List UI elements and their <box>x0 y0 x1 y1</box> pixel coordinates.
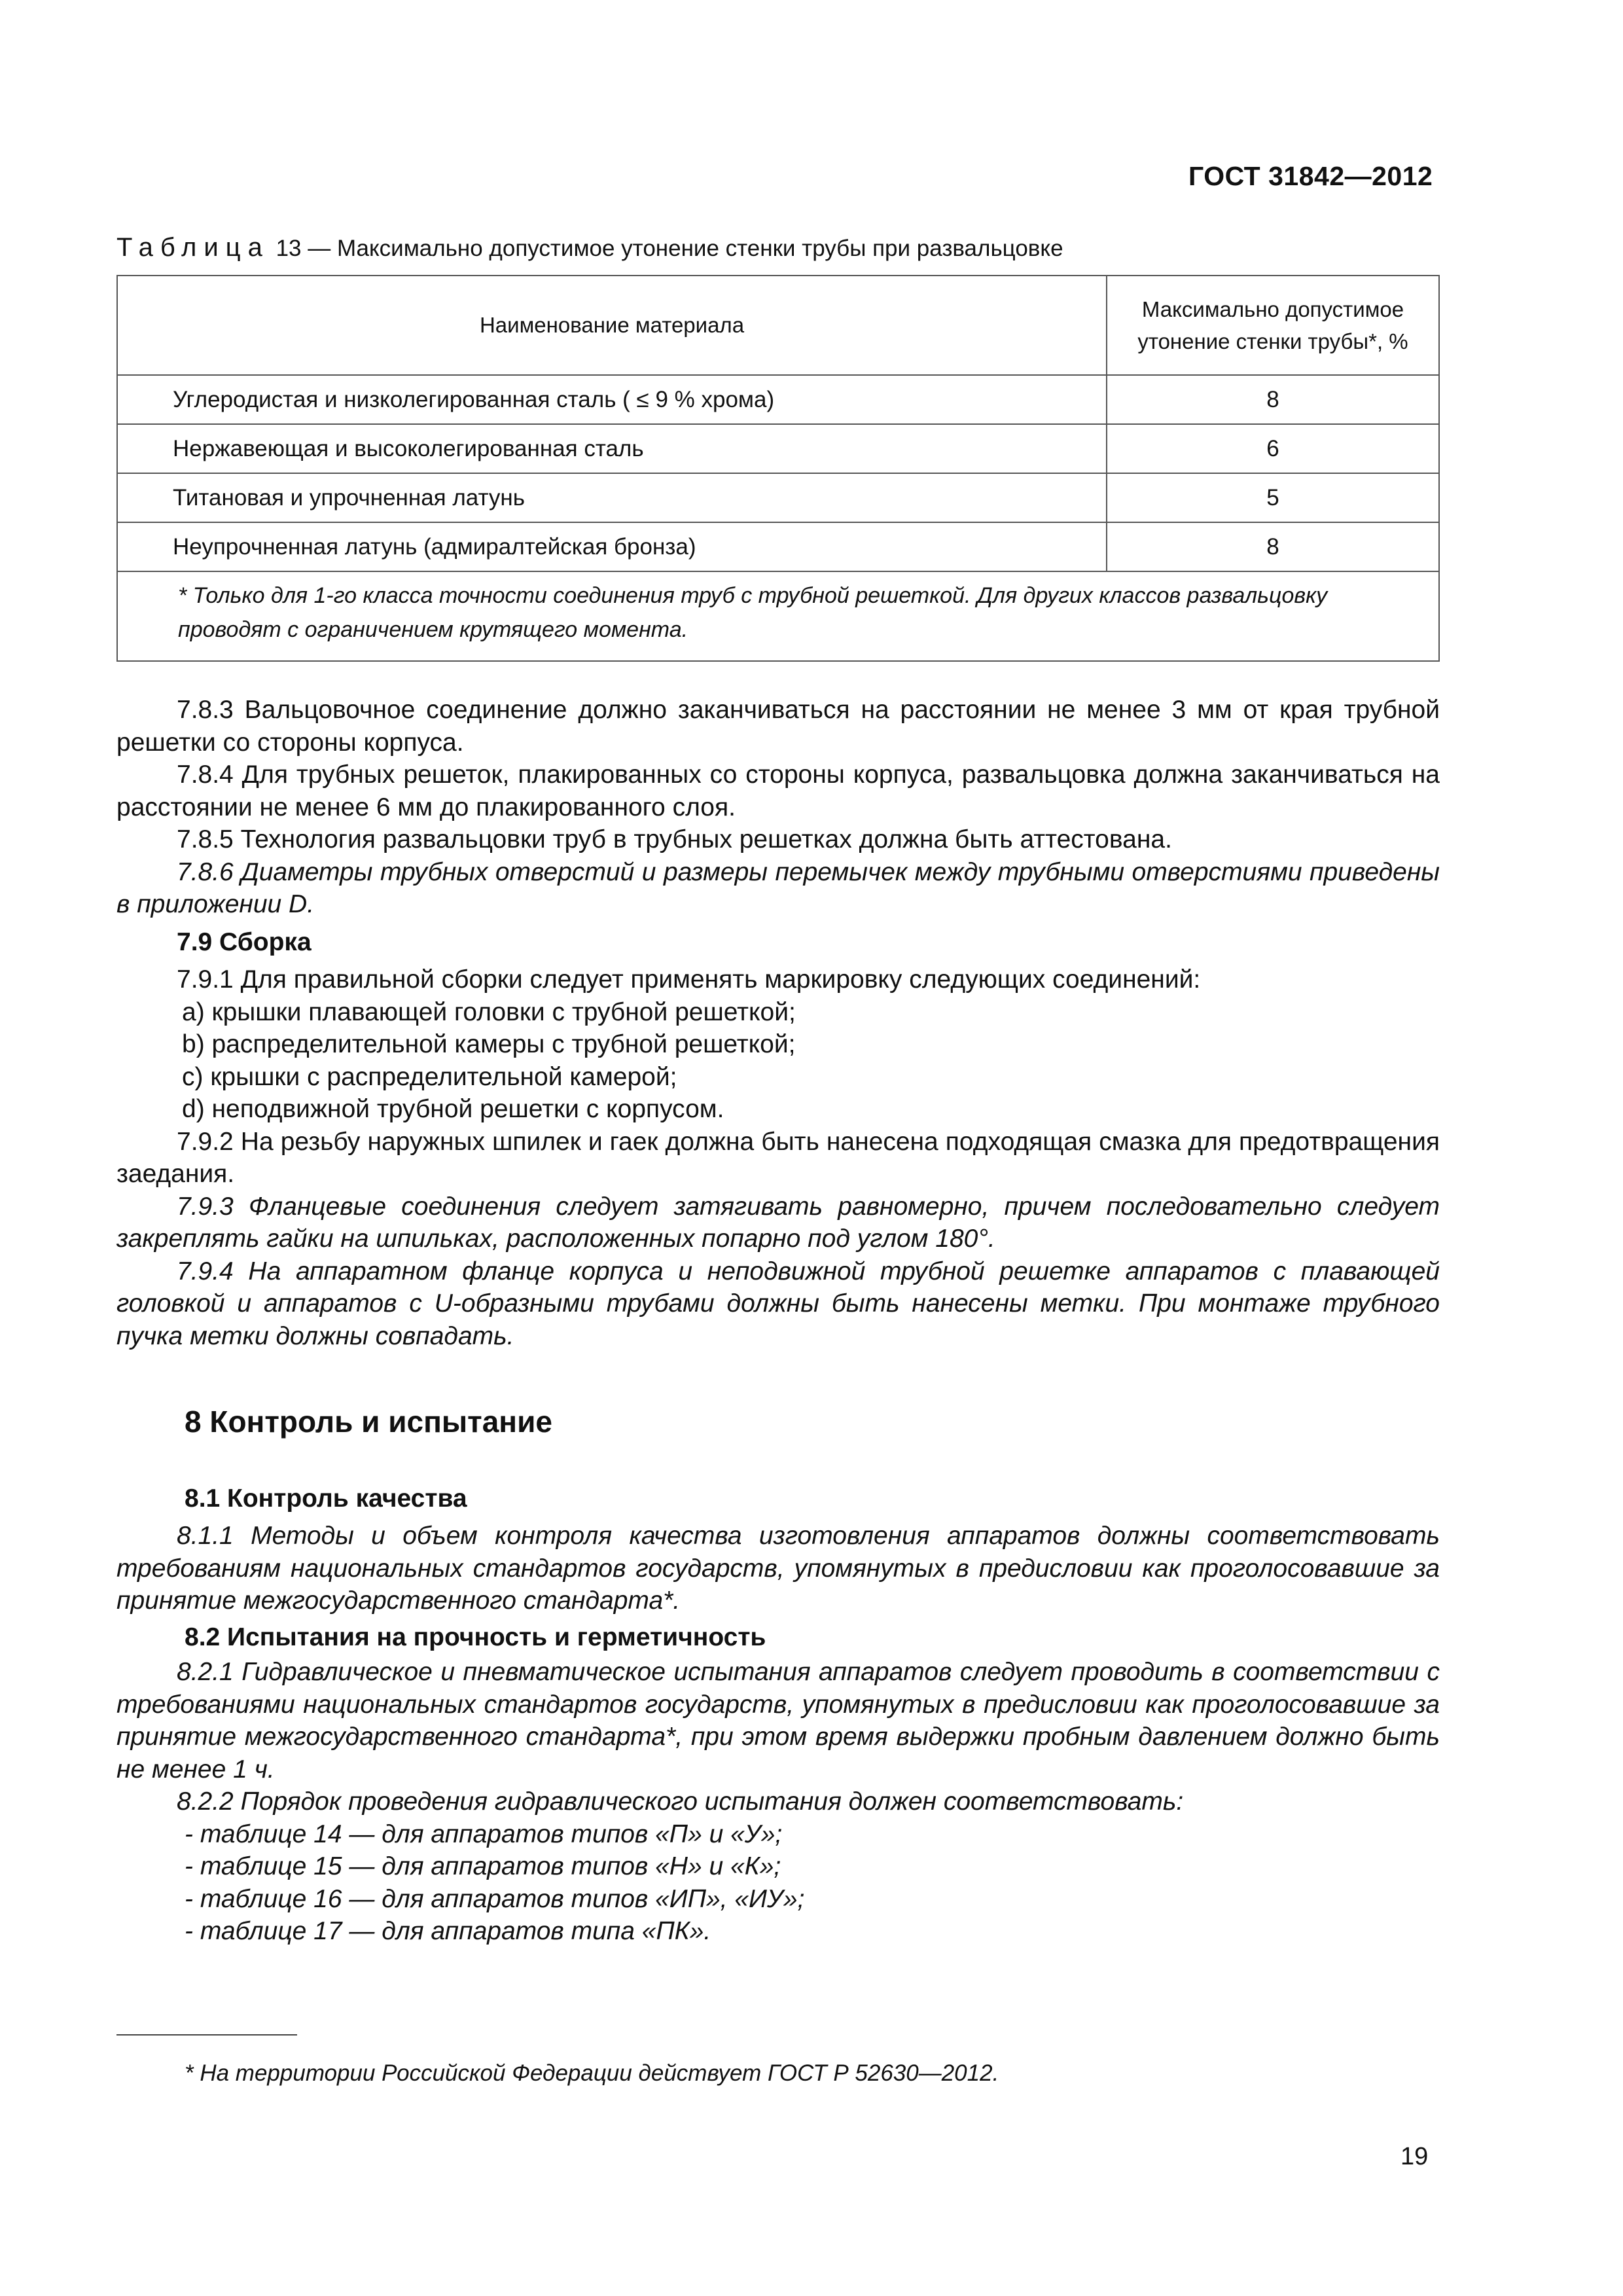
heading-7-9: 7.9 Сборка <box>177 927 312 956</box>
column-header-thinning-line2: утонение стенки трубы*, % <box>1137 329 1408 353</box>
material-cell: Титановая и упрочненная латунь <box>117 473 1107 522</box>
table-caption-text: 13 — Максимально допустимое утонение стенки трубы при развальцовке <box>276 236 1063 261</box>
column-header-thinning-line1: Максимально допустимое <box>1141 296 1404 321</box>
section-7-text <box>116 694 1440 1352</box>
paragraph-7-8-4: 7.8.4 Для трубных решеток, плакированных со стороны корпуса, развальцовка должна заканчиваться на расстоянии не менее 6 мм до плакированного слоя. <box>116 761 1440 821</box>
list-item: d) неподвижной трубной решетки с корпусом. <box>182 1095 724 1123</box>
table-row <box>117 424 1439 473</box>
column-header-material: Наименование материала <box>117 276 1107 375</box>
paragraph-7-8-5: 7.8.5 Технология развальцовки труб в трубных решетках должна быть аттестована. <box>177 825 1172 853</box>
column-header-thinning <box>1107 276 1439 375</box>
paragraph-7-8-3: 7.8.3 Вальцовочное соединение должно заканчиваться на расстоянии не менее 3 мм от края трубной решетки со стороны корпуса. <box>116 696 1440 757</box>
list-item: b) распределительной камеры с трубной решеткой; <box>182 1030 796 1058</box>
paragraph-8-2-2: 8.2.2 Порядок проведения гидравлического испытания должен соответствовать: <box>177 1787 1184 1816</box>
table-row <box>117 473 1439 522</box>
list-item: a) крышки плавающей головки с трубной решеткой; <box>182 997 796 1026</box>
list-item: - таблице 15 — для аппаратов типов «Н» и «К»; <box>185 1852 781 1880</box>
heading-8-2: 8.2 Испытания на прочность и герметичность <box>185 1623 766 1651</box>
material-cell: Неупрочненная латунь (адмиралтейская бронза) <box>117 522 1107 571</box>
heading-8: 8 Контроль и испытание <box>185 1405 552 1439</box>
material-thinning-table <box>116 275 1440 662</box>
heading-8-1: 8.1 Контроль качества <box>185 1484 467 1513</box>
list-item: - таблице 16 — для аппаратов типов «ИП», «ИУ»; <box>185 1884 805 1913</box>
paragraph-7-9-4: 7.9.4 На аппаратном фланце корпуса и неподвижной трубной решетке аппаратов с плавающей головкой и аппаратов с U-образными трубами должны быть нанесены метки. При монтаже трубного пучка метки должны совпадать. <box>116 1257 1440 1350</box>
value-cell: 8 <box>1107 375 1439 424</box>
material-cell: Нержавеющая и высоколегированная сталь <box>117 424 1107 473</box>
paragraph-7-9-2: 7.9.2 На резьбу наружных шпилек и гаек должна быть нанесена подходящая смазка для предотвращения заедания. <box>116 1127 1440 1188</box>
paragraph-7-9-1: 7.9.1 Для правильной сборки следует применять маркировку следующих соединений: <box>177 965 1201 994</box>
material-cell: Углеродистая и низколегированная сталь ( ≤ 9 % хрома) <box>117 375 1107 424</box>
table-note-row <box>117 571 1439 661</box>
paragraph-7-9-3: 7.9.3 Фланцевые соединения следует затягивать равномерно, причем последовательно следует закреплять гайки на шпильках, расположенных попарно под углом 180°. <box>116 1192 1440 1253</box>
paragraph-7-8-6: 7.8.6 Диаметры трубных отверстий и размеры перемычек между трубными отверстиями приведены в приложении D. <box>116 857 1440 918</box>
section-8-text <box>116 1520 1440 1948</box>
table-row <box>117 522 1439 571</box>
footnote: * На территории Российской Федерации действует ГОСТ Р 52630—2012. <box>185 2060 999 2086</box>
footnote-divider <box>116 2034 297 2036</box>
paragraph-8-2-1: 8.2.1 Гидравлическое и пневматическое испытания аппаратов следует проводить в соответствии с требованиями национальных стандартов государств, упомянутых в предисловии как проголосовавшие за принятие межгосударственного стандарта*, при этом время выдержки пробным давлением должно быть не менее 1 ч. <box>116 1658 1440 1784</box>
table-row <box>117 375 1439 424</box>
document-code: ГОСТ 31842—2012 <box>1188 161 1433 191</box>
page-number: 19 <box>1400 2143 1429 2170</box>
value-cell: 6 <box>1107 424 1439 473</box>
table-header-row <box>117 276 1439 375</box>
table-caption <box>116 233 1063 262</box>
list-item: c) крышки с распределительной камерой; <box>182 1062 677 1091</box>
paragraph-8-1-1: 8.1.1 Методы и объем контроля качества изготовления аппаратов должны соответствовать требованиям национальных стандартов государств, упомянутых в предисловии как проголосовавшие за принятие межгосударственного стандарта*. <box>116 1522 1440 1615</box>
value-cell: 8 <box>1107 522 1439 571</box>
value-cell: 5 <box>1107 473 1439 522</box>
table-caption-prefix: Таблица <box>116 233 270 262</box>
list-item: - таблице 14 — для аппаратов типов «П» и «У»; <box>185 1820 783 1848</box>
table-note: * Только для 1-го класса точности соединения труб с трубной решеткой. Для других классов развальцовку проводят с ограничением крутящего момента. <box>117 571 1439 661</box>
list-item: - таблице 17 — для аппаратов типа «ПК». <box>185 1917 711 1945</box>
